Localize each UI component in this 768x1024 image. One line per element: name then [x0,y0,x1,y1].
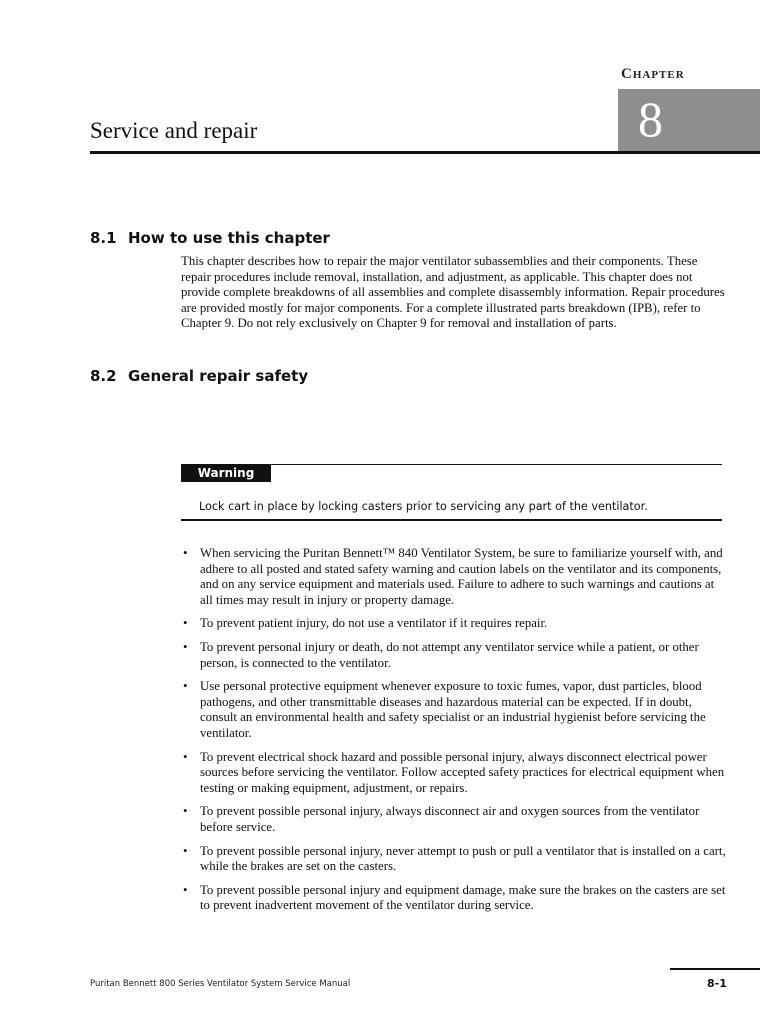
list-item [181,640,726,671]
warning-text: Lock cart in place by locking casters prior to servicing any part of the ventilator. [199,500,648,513]
bullet-icon: • [183,843,188,858]
bullet-icon: • [183,749,188,764]
warning-label: Warning [181,465,271,482]
list-item [181,844,726,875]
list-item [181,804,726,835]
footer-manual-title: Puritan Bennett 800 Series Ventilator System Service Manual [90,979,351,989]
bullet-icon: • [183,546,188,560]
chapter-number: 8 [638,91,663,147]
list-item [181,750,726,797]
list-item-text: To prevent possible personal injury and equipment damage, make sure the brakes on the casters are set to prevent inadvertent movement of the ventilator during service. [200,882,726,913]
bullet-icon: • [183,639,188,654]
list-item [181,616,726,632]
bullet-icon: • [183,882,188,897]
list-item-text: To prevent personal injury or death, do not attempt any ventilator service while a patient, or other person, is connected to the ventilator. [200,639,699,670]
intro-paragraph: This chapter describes how to repair the major ventilator subassemblies and their components. These repair procedures include removal, installation, and adjustment, as applicable. This chapter does not provide complete breakdowns of all assemblies and complete disassembly information. Repair procedures are provided mostly for major components. For a complete illustrated parts breakdown (IPB), refer to Chapter 9. Do not rely exclusively on Chapter 9 for removal and installation of parts. [181,254,725,331]
bullet-icon: • [183,804,188,819]
list-item-text: Use personal protective equipment whenever exposure to toxic fumes, vapor, dust particles, blood pathogens, and other transmittable diseases and hazardous material can be expected. If in doubt, consult an environmental health and safety specialist or an industrial hygienist before servicing the ventilator. [200,679,706,740]
footer-divider [670,968,760,970]
list-item [181,883,726,914]
warning-bottom-divider [181,519,722,521]
chapter-number-box [618,89,760,152]
page-title: Service and repair [90,118,258,143]
section-number: 8.2 [90,367,117,385]
chapter-label: Chapter [621,66,685,82]
bullet-icon: • [183,616,188,631]
section-title: How to use this chapter [128,229,330,247]
footer-page-number: 8-1 [707,977,727,990]
section-heading-8-1 [90,229,330,247]
section-heading-8-2 [90,367,308,385]
bullet-icon: • [183,679,188,694]
warning-box [181,463,722,521]
list-item [181,546,726,608]
section-title: General repair safety [128,367,309,385]
title-divider [90,151,760,154]
section-number: 8.1 [90,229,117,247]
list-item-text: To prevent electrical shock hazard and possible personal injury, always disconnect electrical power sources before servicing the ventilator. Follow accepted safety practices for electrical equipment when testing or making equipment, adjustment, or repairs. [200,749,725,795]
list-item-text: To prevent possible personal injury, always disconnect air and oxygen sources from the ventilator before service. [200,804,700,834]
safety-list [181,546,726,922]
list-item [181,679,726,741]
list-item-text: To prevent patient injury, do not use a ventilator if it requires repair. [200,616,548,631]
list-item-text: To prevent possible personal injury, never attempt to push or pull a ventilator that is installed on a cart, while the brakes are set on the casters. [200,843,726,874]
list-item-text: When servicing the Puritan Bennett™ 840 Ventilator System, be sure to familiarize yourself with, and adhere to all posted and stated safety warning and caution labels on the ventilator and its components, and on any service equipment and materials used. Failure to adhere to such warnings and cautions at all times may result in injury or property damage. [200,546,723,607]
